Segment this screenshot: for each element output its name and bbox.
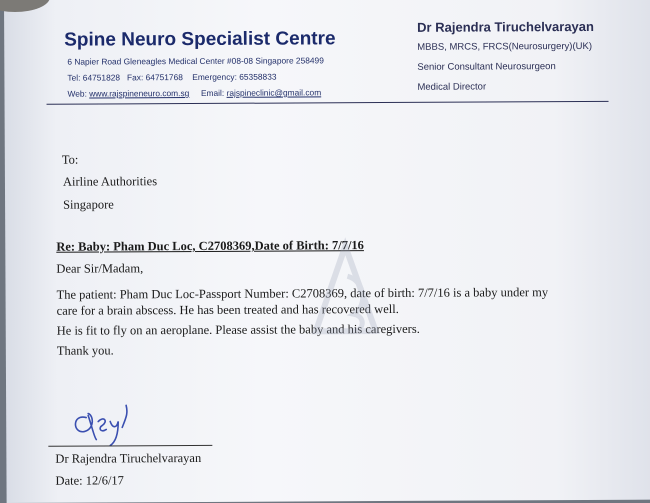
header-divider xyxy=(47,101,609,105)
fax-number: Fax: 64751768 xyxy=(126,72,183,83)
emergency-number: Emergency: 65358833 xyxy=(192,71,277,83)
web-label: Web: xyxy=(67,88,87,99)
signoff-name: Dr Rajendra Tiruchelvarayan xyxy=(55,450,202,466)
tel-number: Tel: 64751828 xyxy=(67,72,121,83)
doctor-qualifications: MBBS, MRCS, FRCS(Neurosurgery)(UK) xyxy=(417,40,592,53)
letter-paper xyxy=(4,0,650,503)
centre-address: 6 Napier Road Gleneagles Medical Center #08-08 Singapore 258499 xyxy=(67,55,324,67)
signoff-date: Date: 12/6/17 xyxy=(55,473,124,488)
signature-icon xyxy=(64,387,164,448)
salutation: Dear Sir/Madam, xyxy=(56,261,144,276)
email-label: Email: xyxy=(200,87,225,98)
to-label: To: xyxy=(61,152,79,167)
watermark-logo-icon xyxy=(305,236,386,346)
paragraph-2: He is fit to fly on an aeroplane. Please assist the baby and his caregivers. xyxy=(56,321,420,338)
recipient-line-2: Singapore xyxy=(63,197,114,212)
doctor-role: Medical Director xyxy=(417,81,487,93)
doctor-name: Dr Rajendra Tiruchelvarayan xyxy=(417,18,594,35)
contact-links xyxy=(67,87,321,98)
centre-name: Spine Neuro Specialist Centre xyxy=(64,28,336,51)
subject-line: Re: Baby: Pham Duc Loc, C2708369,Date of Birth: 7/7/16 xyxy=(56,238,364,254)
contact-numbers xyxy=(67,72,276,83)
paragraph-1-line-2: care for a brain abscess. He has been treated and has recovered well. xyxy=(56,301,399,318)
closing: Thank you. xyxy=(56,343,114,358)
paragraph-1-line-1: The patient: Pham Duc Loc-Passport Number: C2708369, date of birth: 7/7/16 is a baby under my xyxy=(56,285,549,302)
recipient-line-1: Airline Authorities xyxy=(62,174,158,189)
web-link[interactable]: www.rajspineneuro.com.sg xyxy=(89,88,190,99)
doctor-title: Senior Consultant Neurosurgeon xyxy=(417,61,556,73)
email-link[interactable]: rajspineclinic@gmail.com xyxy=(226,87,322,98)
